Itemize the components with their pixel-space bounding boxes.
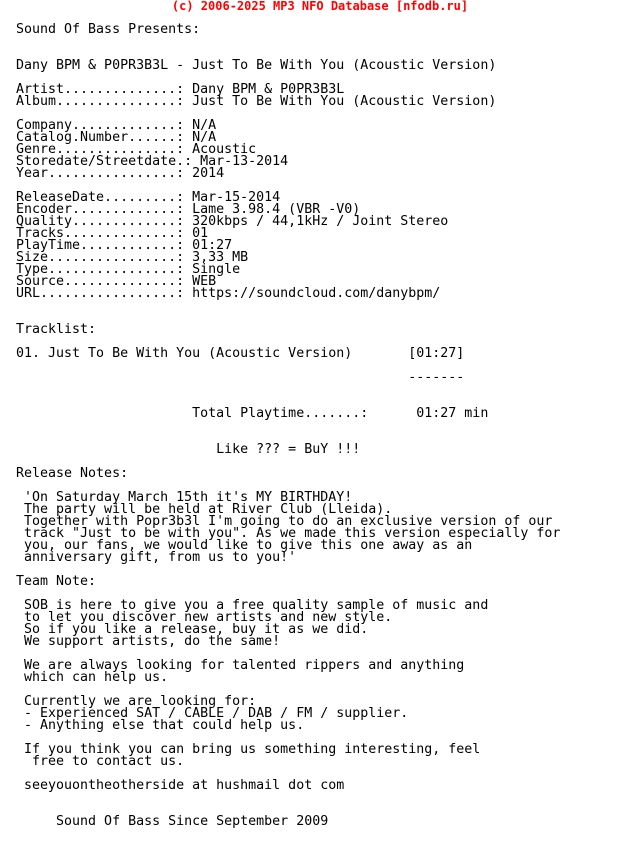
nfo-line: free to contact us.: [16, 754, 185, 769]
nfo-line: Genre...............: Acoustic: [16, 142, 257, 157]
nfo-line: So if you like a release, buy it as we did.: [16, 622, 369, 637]
nfo-line: Storedate/Streetdate.: Mar-13-2014: [16, 154, 289, 169]
nfo-line: Team Note:: [16, 574, 97, 589]
nfo-line: ReleaseDate.........: Mar-15-2014: [16, 190, 281, 205]
nfo-line: -------: [16, 370, 465, 385]
nfo-line: 01. Just To Be With You (Acoustic Version) [01:27]: [16, 346, 465, 361]
nfo-line: We are always looking for talented rippers and anything: [16, 658, 465, 673]
nfo-line: which can help us.: [16, 670, 169, 685]
nfo-line: PlayTime............: 01:27: [16, 238, 233, 253]
nfo-line: Quality.............: 320kbps / 44,1kHz / Joint Stereo: [16, 214, 449, 229]
nfo-line: Total Playtime.......: 01:27 min: [16, 406, 489, 421]
nfo-line: Sound Of Bass Presents:: [16, 22, 201, 37]
nfo-line: - Anything else that could help us.: [16, 718, 305, 733]
nfo-line: URL.................: https://soundcloud.com/danybpm/: [16, 286, 441, 301]
nfo-line: Like ??? = BuY !!!: [16, 442, 361, 457]
blank-line: [16, 420, 560, 432]
nfo-line: Together with Popr3b3l I'm going to do an exclusive version of our: [16, 514, 553, 529]
nfo-line: Release Notes:: [16, 466, 129, 481]
nfo-line: Encoder.............: Lame 3.98.4 (VBR -V0): [16, 202, 361, 217]
nfo-line: track "Just to be with you". As we made this version especially for: [16, 526, 561, 541]
blank-line: [16, 792, 560, 804]
nfo-line: Album...............: Just To Be With You (Acoustic Version): [16, 94, 497, 109]
nfo-line: Dany BPM & P0PR3B3L - Just To Be With You (Acoustic Version): [16, 58, 497, 73]
nfo-line: you, our fans, we would like to give this one away as an: [16, 538, 473, 553]
blank-line: [16, 300, 560, 312]
blank-line: [16, 564, 560, 576]
nfo-line: Tracks..............: 01: [16, 226, 209, 241]
nfodb-copyright-header: (c) 2006-2025 MP3 NFO Database [nfodb.ru]: [171, 0, 469, 13]
blank-line: [16, 312, 560, 324]
nfo-line: If you think you can bring us something interesting, feel: [16, 742, 481, 757]
nfo-line: Size................: 3,33 MB: [16, 250, 249, 265]
nfo-line: Tracklist:: [16, 322, 97, 337]
nfo-line: seeyouontheotherside at hushmail dot com: [16, 778, 345, 793]
nfo-line: Catalog.Number......: N/A: [16, 130, 217, 145]
blank-line: [16, 384, 560, 396]
nfo-line: Currently we are looking for:: [16, 694, 257, 709]
nfo-line: Sound Of Bass Since September 2009: [16, 814, 329, 829]
nfo-line: SOB is here to give you a free quality sample of music and: [16, 598, 489, 613]
nfo-line: Type................: Single: [16, 262, 241, 277]
nfo-line: Artist..............: Dany BPM & P0PR3B3L: [16, 82, 345, 97]
blank-line: [16, 36, 560, 48]
nfo-line: anniversary gift, from us to you!': [16, 550, 297, 565]
nfo-line: to let you discover new artists and new style.: [16, 610, 393, 625]
nfo-line: The party will be held at River Club (Lleida).: [16, 502, 393, 517]
nfo-line: Year................: 2014: [16, 166, 225, 181]
nfo-line: Company.............: N/A: [16, 118, 217, 133]
nfo-line: We support artists, do the same!: [16, 634, 281, 649]
nfo-text-block: [16, 24, 560, 828]
nfo-line: - Experienced SAT / CABLE / DAB / FM / supplier.: [16, 706, 409, 721]
nfo-line: 'On Saturday March 15th it's MY BIRTHDAY!: [16, 490, 353, 505]
nfo-line: Source..............: WEB: [16, 274, 217, 289]
